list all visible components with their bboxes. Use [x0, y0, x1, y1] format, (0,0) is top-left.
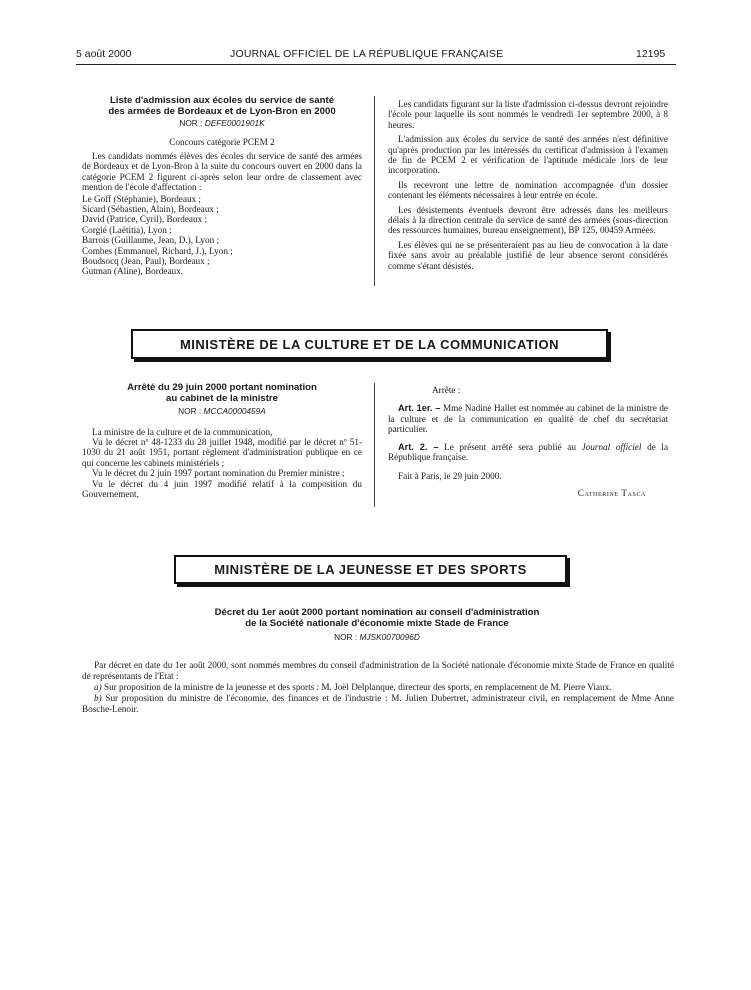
- section2-title-line1: Arrêté du 29 juin 2000 portant nomination: [127, 382, 317, 393]
- arrete-label: Arrête :: [432, 385, 461, 395]
- header-journal-title: JOURNAL OFFICIEL DE LA RÉPUBLIQUE FRANÇAISE: [230, 48, 504, 60]
- section1-intro: Les candidats nommés élèves des écoles du service de santé des armées de Bordeaux et de Lyon-Bron à la suite du concours ouvert en 2000 dans la catégorie PCEM 2 figurent ci-après selon leur ordre de classement avec mention de l'école d'affectation :: [82, 151, 362, 193]
- candidate-item: Barrois (Guillaume, Jean, D.), Lyon ;: [82, 235, 220, 246]
- ministry-sports-box: MINISTÈRE DE LA JEUNESSE ET DES SPORTS: [174, 555, 567, 584]
- article-1: Art. 1er. – Mme Nadine Hallet est nommée au cabinet de la ministre de la culture et de la communication en qualité de chef du secrétariat particulier.: [388, 403, 669, 435]
- column-divider: [374, 383, 375, 507]
- section2-left-column: [82, 383, 362, 499]
- ministry-culture-box: MINISTÈRE DE LA CULTURE ET DE LA COMMUNICATION: [131, 329, 608, 359]
- candidate-item: Gutman (Aline), Bordeaux.: [82, 266, 184, 277]
- section2-title-line2: au cabinet de la ministre: [166, 392, 278, 404]
- section2-paragraph: Vu le décret du 2 juin 1997 portant nomination du Premier ministre ;: [92, 468, 345, 479]
- candidate-item: Boudsocq (Jean, Paul), Bordeaux ;: [82, 256, 210, 267]
- column-divider: [374, 96, 375, 286]
- candidate-item: David (Patrice, Cyril), Bordeaux ;: [82, 214, 208, 225]
- section1-paragraph: Les désistements éventuels devront être adressés dans les meilleurs délais à la direction centrale du service de santé des armées (sous-direction des ressources humaines, bureau enseignement), BP 125, 00459 Armées.: [388, 204, 668, 236]
- header-rule: [76, 64, 676, 65]
- section3-intro: Par décret en date du 1er août 2000, sont nommés membres du conseil d'administration de la Société nationale d'économie mixte Stade de France en qualité de représentants de l'Etat :: [82, 660, 674, 681]
- section1-paragraph: Les candidats figurant sur la liste d'admission ci-dessus devront rejoindre l'école pour laquelle ils sont nommés le vendredi 1er septembre 2000, à 8 heures.: [388, 99, 668, 130]
- section2-paragraph: Vu le décret du 4 juin 1997 modifié relatif à la composition du Gouvernement,: [82, 478, 362, 500]
- header-date: 5 août 2000: [76, 48, 132, 60]
- section3-item-a: a) Sur proposition de la ministre de la jeunesse et des sports : M. Joël Delplanque, directeur des sports, en remplacement de M. Pierre Viaux.: [94, 682, 612, 692]
- section3-body: [82, 660, 674, 715]
- candidate-item: Combes (Emmanuel, Richard, J.), Lyon ;: [82, 245, 233, 256]
- section2-right-column: [388, 385, 668, 498]
- section1-subtitle: Concours catégorie PCEM 2: [169, 136, 275, 147]
- done-at-line: Fait à Paris, le 29 juin 2000.: [398, 471, 502, 482]
- section1-left-column: [82, 96, 362, 277]
- header-page-number: 12195: [636, 48, 666, 60]
- signature: Catherine Tasca: [577, 487, 646, 498]
- section1-title-line2: des armées de Bordeaux et de Lyon-Bron en 2000: [108, 105, 336, 117]
- candidate-item: Sicard (Sébastien, Alain), Bordeaux ;: [82, 204, 219, 215]
- section1-title-line1: Liste d'admission aux écoles du service de santé: [109, 95, 335, 106]
- article-2: Art. 2. – Le présent arrêté sera publié au Journal officiel de la République française.: [388, 441, 669, 463]
- section3-heading: [82, 608, 672, 642]
- section3-nor: NOR : MJSK0070096D: [334, 632, 420, 643]
- section2-paragraph: Vu le décret nº 48-1233 du 28 juillet 1948, modifié par le décret nº 51-1030 du 21 août 1951, portant règlement d'administration publique en ce qui concerne les cabinets ministériels ;: [82, 437, 362, 468]
- candidate-item: Corgié (Laëtitia), Lyon ;: [82, 224, 172, 235]
- section2-nor: NOR : MCCA0000459A: [178, 406, 266, 417]
- section3-item-b: b) Sur proposition du ministre de l'économie, des finances et de l'industrie : M. Julien Dubertret, administrateur civil, en remplacement de Mme Anne Bosche-Lenoir.: [82, 693, 674, 714]
- section3-title-line1: Décret du 1er août 2000 portant nomination au conseil d'administration: [214, 607, 540, 618]
- section3-title-line2: de la Société nationale d'économie mixte Stade de France: [245, 617, 509, 629]
- section1-right-column: [388, 99, 668, 271]
- candidate-item: Le Goff (Stéphanie), Bordeaux ;: [82, 193, 201, 204]
- section1-nor: NOR : DEFE0001901K: [179, 118, 265, 129]
- section1-paragraph: L'admission aux écoles du service de santé des armées n'est définitive qu'après production par les intéressés du certificat d'admission à l'examen de fin de PCEM 2 et vérification de l'aptitude médicale lors de leur incorporation.: [388, 134, 668, 176]
- section1-paragraph: Ils recevront une lettre de nomination accompagnée d'un dossier contenant les éléments nécessaires à leur entrée en école.: [388, 179, 668, 201]
- section2-paragraph: La ministre de la culture et de la communication,: [92, 426, 273, 437]
- candidate-list: [82, 194, 362, 277]
- section1-paragraph: Les élèves qui ne se présenteraient pas au lieu de convocation à la date fixée sans avoir au préalable justifié de leur absence seront considérés comme s'étant désistés.: [388, 239, 668, 271]
